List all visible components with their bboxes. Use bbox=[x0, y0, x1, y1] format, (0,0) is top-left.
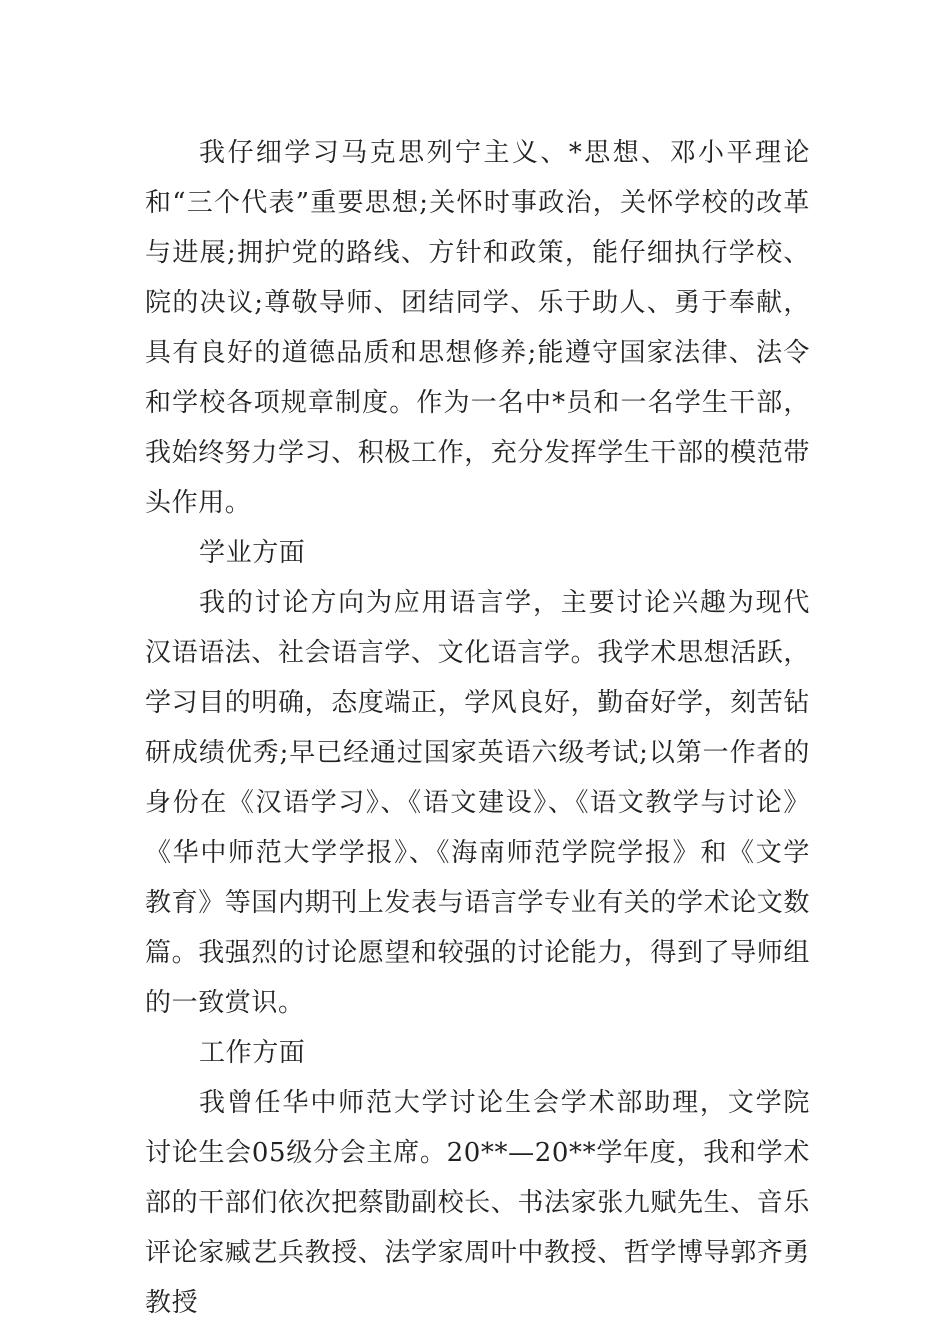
paragraph-political: 我仔细学习马克思列宁主义、*思想、邓小平理论和“三个代表”重要思想;关怀时事政治，关怀学校的改革与进展;拥护党的路线、方针和政策，能仔细执行学校、院的决议;尊敬导师、团结同学、乐于助人、勇于奉献，具有良好的道德品质和思想修养;能遵守国家法律、法令和学校各项规章制度。作为一名中*员和一名学生干部，我始终努力学习、积极工作，充分发挥学生干部的模范带头作用。 bbox=[145, 138, 811, 518]
paragraph-academic: 我的讨论方向为应用语言学，主要讨论兴趣为现代汉语语法、社会语言学、文化语言学。我学术思想活跃，学习目的明确，态度端正，学风良好，勤奋好学，刻苦钻研成绩优秀;早已经通过国家英语六级考试;以第一作者的身份在《汉语学习》、《语文建设》、《语文教学与讨论》《华中师范大学学报》、《海南师范学院学报》和《文学教育》等国内期刊上发表与语言学专业有关的学术论文数篇。我强烈的讨论愿望和较强的讨论能力，得到了导师组的一致赏识。 bbox=[145, 588, 811, 1018]
section-heading-academic: 学业方面 bbox=[199, 538, 306, 568]
section-heading-work: 工作方面 bbox=[199, 1038, 306, 1068]
paragraph-work: 我曾任华中师范大学讨论生会学术部助理，文学院讨论生会05级分会主席。20**—20**学年度，我和学术部的干部们依次把蔡勖副校长、书法家张九赋先生、音乐评论家臧艺兵教授、法学家周叶中教授、哲学博导郭齐勇教授 bbox=[145, 1088, 811, 1318]
document-body bbox=[145, 128, 810, 1328]
